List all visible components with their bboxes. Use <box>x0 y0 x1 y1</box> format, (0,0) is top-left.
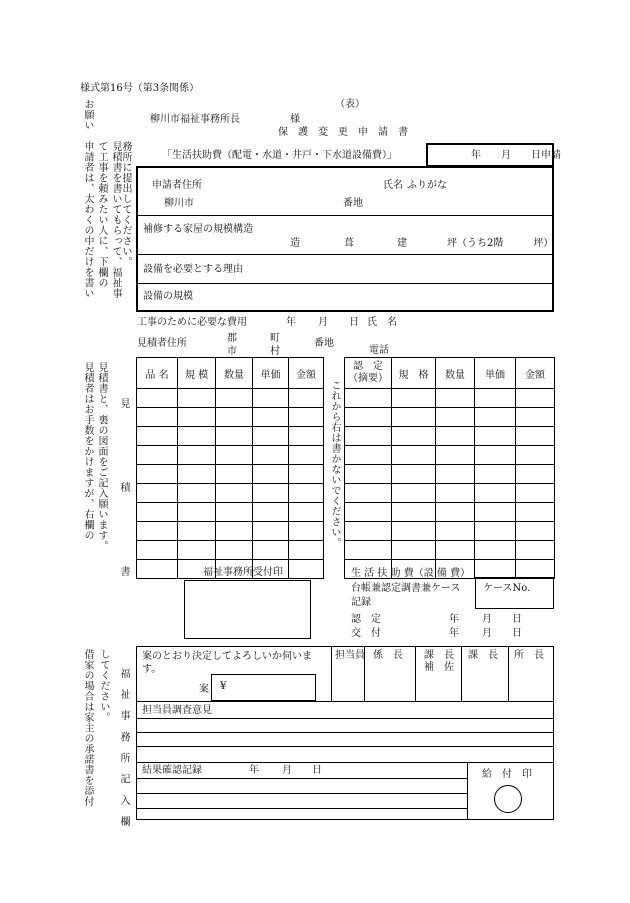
divider <box>137 732 553 733</box>
nintei-label: 認 定 <box>351 614 381 625</box>
divider <box>137 793 467 794</box>
divider <box>461 646 462 701</box>
mid-note-1: 見積書と、裏の図面をご記入願います。 <box>96 362 107 551</box>
divider <box>137 762 553 763</box>
table-row <box>345 446 555 465</box>
result-year: 年 <box>249 765 259 776</box>
role-kakaricho: 係 長 <box>373 650 403 661</box>
estimator-mura: 村 <box>270 346 280 357</box>
left-note-4: 務所に提出してください。 <box>120 141 131 267</box>
ledger-line1: 生 活 扶 助 費（設 備 費） <box>351 568 471 579</box>
mid-note-2: 見積者はお手数をかけますが、右欄の <box>82 362 93 541</box>
applicant-banchi: 番地 <box>343 198 363 209</box>
investigator-label: 担当員調査意見 <box>142 705 212 716</box>
request-title: 「生活扶助費（配電・水道・井戸・下水道設備費）」 <box>162 150 397 161</box>
divider <box>415 646 416 701</box>
table-row <box>137 408 324 427</box>
estimator-tel: 電話 <box>369 345 389 356</box>
table-row <box>137 465 324 484</box>
role-shocho: 所 長 <box>514 650 544 661</box>
divider-note: これから右は書かないでください。 <box>329 380 340 548</box>
divider <box>467 762 468 820</box>
reason-label: 設備を必要とする理由 <box>143 264 243 275</box>
house-fuki: 葺 <box>344 238 354 249</box>
applicant-name-label: 氏名 <box>383 180 403 191</box>
column-header: 認 定（摘要） <box>345 358 392 389</box>
cost-month: 月 <box>318 317 328 328</box>
ledger-line3: 記録 <box>351 597 371 608</box>
table-row <box>345 522 555 541</box>
payment-stamp-label: 給 付 印 <box>482 769 532 780</box>
column-header: 金額 <box>289 358 324 389</box>
applicant-address-label: 申請者住所 <box>152 180 202 191</box>
role-tantoin: 担当員 <box>335 650 365 661</box>
payment-stamp-circle[interactable] <box>494 785 522 813</box>
bottom-note-1: 借家の場合は家主の承諾書を添付 <box>82 649 93 807</box>
an-label: 案 <box>199 684 209 695</box>
nintei-day: 日 <box>512 614 522 625</box>
divider <box>137 254 553 255</box>
estimate-label: 見 積 書 <box>118 398 129 594</box>
sama: 様 <box>290 114 300 125</box>
table-row <box>137 541 324 560</box>
office-label: 福 祉 事 務 所 記 入 欄 <box>118 668 129 831</box>
table-row <box>345 465 555 484</box>
estimator-banchi: 番地 <box>314 338 334 349</box>
kofu-day: 日 <box>512 628 522 639</box>
divider <box>331 646 332 701</box>
cost-year: 年 <box>286 317 296 328</box>
divider <box>137 215 553 216</box>
table-row <box>345 389 555 408</box>
house-tsubo: 坪（うち2階 坪） <box>447 238 554 249</box>
column-header: 単価 <box>253 358 289 389</box>
column-header: 数量 <box>436 358 475 389</box>
table-row <box>137 522 324 541</box>
table-row <box>137 484 324 503</box>
estimator-machi: 町 <box>270 333 280 344</box>
column-header: 単価 <box>475 358 516 389</box>
bottom-note-2: してください。 <box>98 649 109 723</box>
house-zou: 造 <box>290 238 300 249</box>
estimator-address-label: 見積者住所 <box>137 338 187 349</box>
table-row <box>345 503 555 522</box>
result-day: 日 <box>312 765 322 776</box>
result-label: 結果確認記録 <box>142 765 202 776</box>
left-estimate-table <box>136 357 324 579</box>
divider <box>137 778 467 779</box>
divider <box>137 718 553 719</box>
face-label: （表） <box>335 99 365 110</box>
table-row <box>137 389 324 408</box>
column-header: 品 名 <box>137 358 178 389</box>
ledger-line2: 台帳兼認定調書兼ケース <box>351 583 461 594</box>
kofu-year: 年 <box>449 628 459 639</box>
cost-name: 氏 名 <box>367 317 397 328</box>
kofu-month: 月 <box>482 628 492 639</box>
reception-label: 福祉事務所受付印 <box>203 567 283 578</box>
amount-box[interactable] <box>211 674 316 701</box>
nintei-month: 月 <box>482 614 492 625</box>
divider <box>508 646 509 701</box>
applicant-city: 柳川市 <box>164 198 194 209</box>
proposal-text: 案のとおり決定してよろしいか伺います。 <box>142 651 312 675</box>
case-no-label: ケースNo. <box>483 583 531 594</box>
addressee: 柳川市福祉事務所長 <box>150 114 240 125</box>
result-month: 月 <box>282 765 292 776</box>
yen-sign: ¥ <box>220 681 227 692</box>
left-note-3: 見積書を書いてもらって、福祉事 <box>110 141 121 299</box>
scale-label: 設備の規模 <box>143 291 193 302</box>
kofu-label: 交 付 <box>351 628 381 639</box>
table-row <box>345 541 555 560</box>
divider <box>137 283 553 284</box>
cost-label: 工事のために必要な費用 <box>137 317 247 328</box>
cost-day: 日 <box>349 317 359 328</box>
estimator-shi: 市 <box>227 346 237 357</box>
left-note-2: て工事を頼みたい人に、下欄の <box>96 141 107 288</box>
document-title: 保 護 変 更 申 請 書 <box>278 127 408 138</box>
right-estimate-table <box>344 357 555 579</box>
estimator-gun: 郡 <box>227 333 237 344</box>
reception-stamp-box[interactable] <box>184 580 311 639</box>
table-row <box>345 484 555 503</box>
table-row <box>345 408 555 427</box>
date-request: 年 月 日申請 <box>471 150 561 161</box>
left-note-1: 申請者は、太わくの中だけを書い <box>82 141 93 299</box>
divider <box>137 808 467 809</box>
form-number: 様式第16号（第3条関係） <box>80 83 200 94</box>
table-row <box>137 427 324 446</box>
column-header: 規 格 <box>392 358 436 389</box>
column-header: 規 模 <box>178 358 216 389</box>
house-date: 建 <box>397 238 407 249</box>
table-row <box>345 427 555 446</box>
role-kacho: 課 長 <box>468 650 498 661</box>
column-header: 金額 <box>516 358 555 389</box>
column-header: 数量 <box>216 358 253 389</box>
table-row <box>137 503 324 522</box>
divider <box>137 701 553 702</box>
house-structure-label: 補修する家屋の規模構造 <box>143 224 253 235</box>
divider <box>137 746 553 747</box>
nintei-year: 年 <box>449 614 459 625</box>
left-note-title: お願い <box>82 99 93 131</box>
table-row <box>137 446 324 465</box>
role-kacho-hosa: 課 長補 佐 <box>424 650 454 673</box>
furigana-label: ふりがな <box>407 180 447 191</box>
